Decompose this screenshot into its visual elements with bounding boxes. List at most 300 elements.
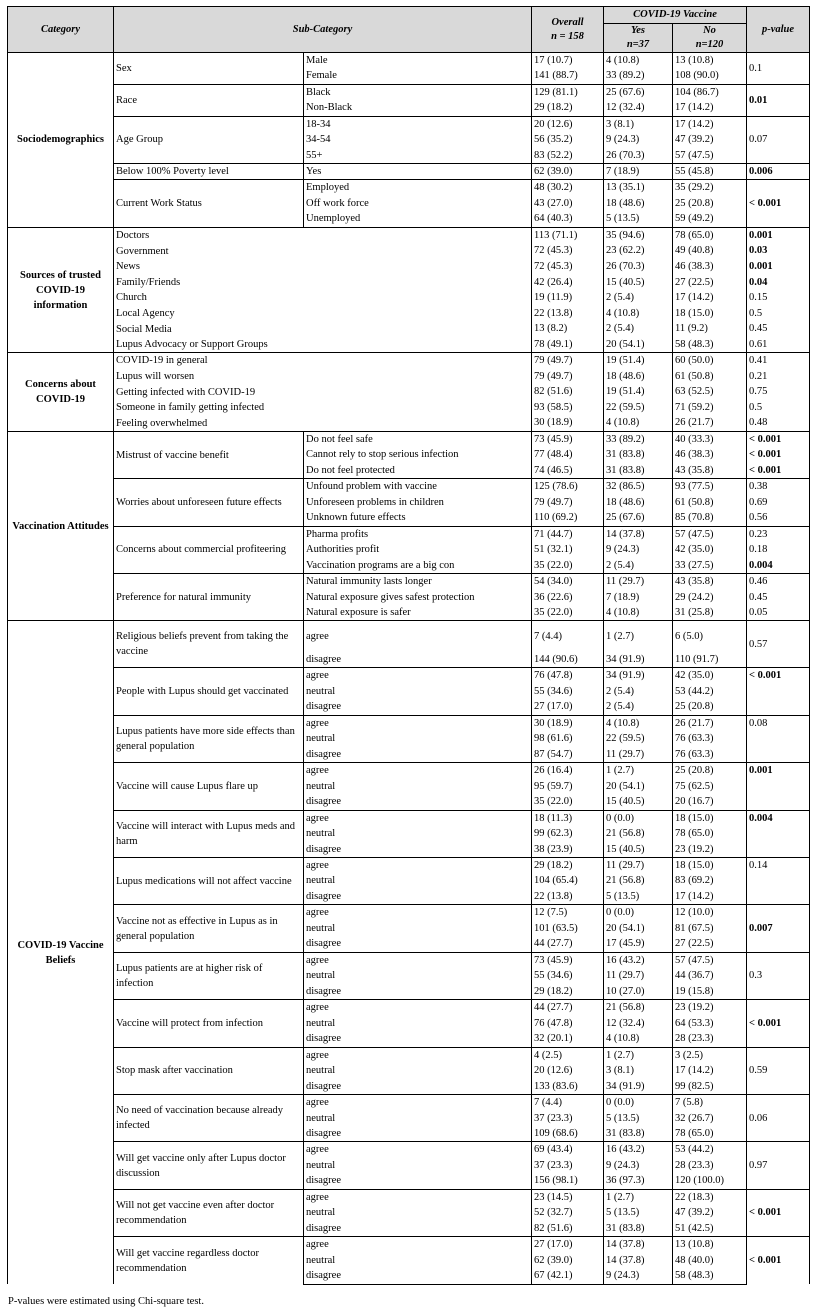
no-value: 27 (22.5) [673, 936, 747, 952]
level-label: agree [304, 810, 532, 826]
overall-value: 27 (17.0) [532, 1237, 604, 1253]
no-value: 43 (35.8) [673, 574, 747, 590]
header-overall-label: Overall [551, 16, 584, 28]
header-yes-label: Yes [631, 25, 646, 36]
no-value: 63 (52.5) [673, 384, 747, 400]
item-label: Government [114, 243, 532, 259]
table-row [8, 116, 810, 132]
yes-value: 11 (29.7) [604, 968, 673, 984]
yes-value: 2 (5.4) [604, 684, 673, 700]
level-label: agree [304, 715, 532, 731]
level-label: disagree [304, 747, 532, 763]
yes-value: 33 (89.2) [604, 431, 673, 447]
no-value: 53 (44.2) [673, 684, 747, 700]
yes-value: 12 (32.4) [604, 100, 673, 116]
level-label: disagree [304, 1126, 532, 1142]
overall-value: 62 (39.0) [532, 164, 604, 180]
yes-value: 1 (2.7) [604, 1189, 673, 1205]
table-body [8, 53, 810, 1285]
yes-value: 25 (67.6) [604, 84, 673, 100]
p-value: 0.07 [747, 116, 810, 163]
overall-value: 48 (30.2) [532, 180, 604, 196]
overall-value: 20 (12.6) [532, 116, 604, 132]
yes-value: 11 (29.7) [604, 574, 673, 590]
subcategory-label: Stop mask after vaccination [114, 1047, 304, 1094]
level-label: disagree [304, 1079, 532, 1095]
yes-value: 5 (13.5) [604, 889, 673, 905]
category-cell: Concerns about COVID-19 [8, 353, 114, 432]
p-value: < 0.001 [747, 180, 810, 227]
level-label: Authorities profit [304, 542, 532, 558]
p-value: 0.5 [747, 400, 810, 416]
table-row [8, 180, 810, 196]
yes-value: 4 (10.8) [604, 1031, 673, 1047]
yes-value: 18 (48.6) [604, 495, 673, 511]
p-value: 0.001 [747, 259, 810, 275]
p-value: 0.006 [747, 164, 810, 180]
no-value: 35 (29.2) [673, 180, 747, 196]
p-value: 0.45 [747, 321, 810, 337]
yes-value: 31 (83.8) [604, 1126, 673, 1142]
header-subcategory: Sub-Category [114, 7, 532, 53]
yes-value: 31 (83.8) [604, 447, 673, 463]
level-label: Off work force [304, 196, 532, 212]
yes-value: 10 (27.0) [604, 984, 673, 1000]
level-label: agree [304, 1095, 532, 1111]
yes-value: 15 (40.5) [604, 794, 673, 810]
table-row [8, 369, 810, 385]
yes-value: 20 (54.1) [604, 921, 673, 937]
subcategory-label: Below 100% Poverty level [114, 164, 304, 180]
level-label: disagree [304, 984, 532, 1000]
yes-value: 3 (8.1) [604, 1063, 673, 1079]
no-value: 26 (21.7) [673, 415, 747, 431]
footnote: P-values were estimated using Chi-square test. [8, 1296, 204, 1307]
yes-value: 35 (94.6) [604, 227, 673, 243]
overall-value: 156 (98.1) [532, 1173, 604, 1189]
level-label: neutral [304, 1158, 532, 1174]
no-value: 110 (91.7) [673, 652, 747, 668]
overall-value: 113 (71.1) [532, 227, 604, 243]
yes-value: 0 (0.0) [604, 905, 673, 921]
level-label: neutral [304, 1063, 532, 1079]
no-value: 104 (86.7) [673, 84, 747, 100]
overall-value: 55 (34.6) [532, 968, 604, 984]
yes-value: 2 (5.4) [604, 699, 673, 715]
overall-value: 35 (22.0) [532, 794, 604, 810]
no-value: 55 (45.8) [673, 164, 747, 180]
subcategory-label: Concerns about commercial profiteering [114, 526, 304, 573]
level-label: agree [304, 1047, 532, 1063]
no-value: 42 (35.0) [673, 668, 747, 684]
item-label: Family/Friends [114, 274, 532, 290]
level-label: Unforeseen problems in children [304, 495, 532, 511]
header-overall-n: n = 158 [551, 30, 584, 42]
p-value: 0.14 [747, 857, 810, 904]
table-row [8, 810, 810, 826]
overall-value: 27 (17.0) [532, 699, 604, 715]
yes-value: 3 (8.1) [604, 116, 673, 132]
yes-value: 18 (48.6) [604, 196, 673, 212]
level-label: Unemployed [304, 211, 532, 227]
no-value: 58 (48.3) [673, 337, 747, 353]
overall-value: 37 (23.3) [532, 1158, 604, 1174]
yes-value: 14 (37.8) [604, 526, 673, 542]
overall-value: 12 (7.5) [532, 905, 604, 921]
overall-value: 76 (47.8) [532, 1016, 604, 1032]
no-value: 32 (26.7) [673, 1110, 747, 1126]
overall-value: 125 (78.6) [532, 479, 604, 495]
level-label: neutral [304, 779, 532, 795]
yes-value: 4 (10.8) [604, 715, 673, 731]
header-overall [532, 7, 604, 53]
no-value: 33 (27.5) [673, 558, 747, 574]
table-row [8, 274, 810, 290]
p-value: 0.21 [747, 369, 810, 385]
subcategory-label: Preference for natural immunity [114, 574, 304, 621]
table-row [8, 857, 810, 873]
overall-value: 93 (58.5) [532, 400, 604, 416]
p-value: 0.23 [747, 526, 810, 542]
level-label: 18-34 [304, 116, 532, 132]
overall-value: 51 (32.1) [532, 542, 604, 558]
yes-value: 4 (10.8) [604, 53, 673, 69]
table-row [8, 415, 810, 431]
overall-value: 72 (45.3) [532, 259, 604, 275]
no-value: 57 (47.5) [673, 526, 747, 542]
no-value: 17 (14.2) [673, 889, 747, 905]
overall-value: 54 (34.0) [532, 574, 604, 590]
overall-value: 79 (49.7) [532, 369, 604, 385]
header-no [673, 24, 747, 53]
yes-value: 14 (37.8) [604, 1237, 673, 1253]
header-yes-n: n=37 [626, 39, 650, 50]
yes-value: 4 (10.8) [604, 605, 673, 621]
yes-value: 25 (67.6) [604, 510, 673, 526]
subcategory-label: Mistrust of vaccine benefit [114, 431, 304, 478]
p-value: 0.08 [747, 715, 810, 762]
yes-value: 5 (13.5) [604, 1205, 673, 1221]
overall-value: 7 (4.4) [532, 1095, 604, 1111]
yes-value: 21 (56.8) [604, 873, 673, 889]
table-row [8, 290, 810, 306]
overall-value: 109 (68.6) [532, 1126, 604, 1142]
overall-value: 64 (40.3) [532, 211, 604, 227]
p-value: < 0.001 [747, 431, 810, 447]
overall-value: 72 (45.3) [532, 243, 604, 259]
table-row [8, 353, 810, 369]
overall-value: 110 (69.2) [532, 510, 604, 526]
subcategory-label: Lupus patients have more side effects than general population [114, 715, 304, 762]
yes-value: 12 (32.4) [604, 1016, 673, 1032]
item-label: Feeling overwhelmed [114, 415, 532, 431]
yes-value: 4 (10.8) [604, 415, 673, 431]
subcategory-label: Vaccine will cause Lupus flare up [114, 763, 304, 810]
overall-value: 73 (45.9) [532, 431, 604, 447]
no-value: 71 (59.2) [673, 400, 747, 416]
level-label: disagree [304, 652, 532, 668]
p-value: 0.61 [747, 337, 810, 353]
level-label: Pharma profits [304, 526, 532, 542]
yes-value: 19 (51.4) [604, 384, 673, 400]
table-row [8, 1095, 810, 1111]
overall-value: 71 (44.7) [532, 526, 604, 542]
yes-value: 5 (13.5) [604, 1110, 673, 1126]
yes-value: 23 (62.2) [604, 243, 673, 259]
no-value: 76 (63.3) [673, 747, 747, 763]
level-label: disagree [304, 936, 532, 952]
no-value: 42 (35.0) [673, 542, 747, 558]
p-value: 0.06 [747, 1095, 810, 1142]
level-label: agree [304, 621, 532, 652]
no-value: 61 (50.8) [673, 495, 747, 511]
no-value: 76 (63.3) [673, 731, 747, 747]
table-row [8, 243, 810, 259]
table-row [8, 227, 810, 243]
overall-value: 77 (48.4) [532, 447, 604, 463]
no-value: 44 (36.7) [673, 968, 747, 984]
header-no-n: n=120 [695, 39, 724, 50]
yes-value: 14 (37.8) [604, 1253, 673, 1269]
overall-value: 44 (27.7) [532, 936, 604, 952]
yes-value: 15 (40.5) [604, 274, 673, 290]
no-value: 18 (15.0) [673, 857, 747, 873]
overall-value: 29 (18.2) [532, 857, 604, 873]
no-value: 7 (5.8) [673, 1095, 747, 1111]
overall-value: 32 (20.1) [532, 1031, 604, 1047]
level-label: Unknown future effects [304, 510, 532, 526]
level-label: disagree [304, 842, 532, 858]
no-value: 28 (23.3) [673, 1158, 747, 1174]
no-value: 78 (65.0) [673, 1126, 747, 1142]
level-label: disagree [304, 889, 532, 905]
no-value: 99 (82.5) [673, 1079, 747, 1095]
table-row [8, 1189, 810, 1205]
no-value: 59 (49.2) [673, 211, 747, 227]
p-value: 0.01 [747, 84, 810, 116]
yes-value: 9 (24.3) [604, 1158, 673, 1174]
no-value: 18 (15.0) [673, 810, 747, 826]
p-value: 0.04 [747, 274, 810, 290]
no-value: 108 (90.0) [673, 68, 747, 84]
level-label: neutral [304, 968, 532, 984]
p-value: 0.5 [747, 306, 810, 322]
item-label: Church [114, 290, 532, 306]
p-value: 0.38 [747, 479, 810, 495]
results-table-container [7, 6, 809, 1285]
table-row [8, 905, 810, 921]
overall-value: 69 (43.4) [532, 1142, 604, 1158]
p-value: 0.59 [747, 1047, 810, 1094]
yes-value: 20 (54.1) [604, 337, 673, 353]
yes-value: 0 (0.0) [604, 1095, 673, 1111]
no-value: 31 (25.8) [673, 605, 747, 621]
yes-value: 1 (2.7) [604, 621, 673, 652]
overall-value: 82 (51.6) [532, 1221, 604, 1237]
no-value: 26 (21.7) [673, 715, 747, 731]
overall-value: 67 (42.1) [532, 1268, 604, 1284]
subcategory-label: Lupus medications will not affect vaccine [114, 857, 304, 904]
no-value: 13 (10.8) [673, 53, 747, 69]
level-label: neutral [304, 1016, 532, 1032]
level-label: neutral [304, 921, 532, 937]
p-value: 0.57 [747, 621, 810, 668]
level-label: neutral [304, 731, 532, 747]
no-value: 49 (40.8) [673, 243, 747, 259]
table-row [8, 431, 810, 447]
p-value: 0.15 [747, 290, 810, 306]
table-row [8, 1047, 810, 1063]
subcategory-label: Lupus patients are at higher risk of infection [114, 952, 304, 999]
yes-value: 7 (18.9) [604, 164, 673, 180]
no-value: 46 (38.3) [673, 447, 747, 463]
overall-value: 104 (65.4) [532, 873, 604, 889]
overall-value: 35 (22.0) [532, 605, 604, 621]
level-label: agree [304, 1142, 532, 1158]
yes-value: 16 (43.2) [604, 1142, 673, 1158]
yes-value: 1 (2.7) [604, 1047, 673, 1063]
no-value: 17 (14.2) [673, 100, 747, 116]
p-value: 0.18 [747, 542, 810, 558]
header-vaccine-group: COVID-19 Vaccine [604, 7, 747, 24]
table-row [8, 164, 810, 180]
table-row [8, 337, 810, 353]
yes-value: 33 (89.2) [604, 68, 673, 84]
overall-value: 95 (59.7) [532, 779, 604, 795]
p-value: 0.03 [747, 243, 810, 259]
overall-value: 17 (10.7) [532, 53, 604, 69]
level-label: Unfound problem with vaccine [304, 479, 532, 495]
yes-value: 7 (18.9) [604, 589, 673, 605]
yes-value: 34 (91.9) [604, 652, 673, 668]
no-value: 25 (20.8) [673, 196, 747, 212]
overall-value: 44 (27.7) [532, 1000, 604, 1016]
yes-value: 22 (59.5) [604, 731, 673, 747]
overall-value: 18 (11.3) [532, 810, 604, 826]
no-value: 11 (9.2) [673, 321, 747, 337]
subcategory-label: Worries about unforeseen future effects [114, 479, 304, 526]
no-value: 53 (44.2) [673, 1142, 747, 1158]
yes-value: 11 (29.7) [604, 857, 673, 873]
overall-value: 62 (39.0) [532, 1253, 604, 1269]
table-row [8, 952, 810, 968]
overall-value: 19 (11.9) [532, 290, 604, 306]
no-value: 57 (47.5) [673, 952, 747, 968]
category-cell: COVID-19 Vaccine Beliefs [8, 621, 114, 1284]
level-label: agree [304, 1000, 532, 1016]
p-value: < 0.001 [747, 447, 810, 463]
level-label: disagree [304, 1268, 532, 1284]
no-value: 60 (50.0) [673, 353, 747, 369]
level-label: Employed [304, 180, 532, 196]
item-label: Lupus will worsen [114, 369, 532, 385]
level-label: neutral [304, 826, 532, 842]
subcategory-label: Will get vaccine regardless doctor recommendation [114, 1237, 304, 1284]
yes-value: 19 (51.4) [604, 353, 673, 369]
yes-value: 21 (56.8) [604, 1000, 673, 1016]
p-value: 0.97 [747, 1142, 810, 1189]
no-value: 3 (2.5) [673, 1047, 747, 1063]
no-value: 120 (100.0) [673, 1173, 747, 1189]
yes-value: 34 (91.9) [604, 1079, 673, 1095]
no-value: 64 (53.3) [673, 1016, 747, 1032]
p-value: < 0.001 [747, 463, 810, 479]
p-value: 0.3 [747, 952, 810, 999]
overall-value: 56 (35.2) [532, 132, 604, 148]
no-value: 46 (38.3) [673, 259, 747, 275]
subcategory-label: Will get vaccine only after Lupus doctor discussion [114, 1142, 304, 1189]
no-value: 83 (69.2) [673, 873, 747, 889]
overall-value: 36 (22.6) [532, 589, 604, 605]
overall-value: 7 (4.4) [532, 621, 604, 652]
overall-value: 52 (32.7) [532, 1205, 604, 1221]
yes-value: 2 (5.4) [604, 290, 673, 306]
no-value: 17 (14.2) [673, 290, 747, 306]
yes-value: 4 (10.8) [604, 306, 673, 322]
level-label: neutral [304, 1110, 532, 1126]
p-value: 0.56 [747, 510, 810, 526]
p-value: 0.75 [747, 384, 810, 400]
p-value: 0.001 [747, 227, 810, 243]
no-value: 51 (42.5) [673, 1221, 747, 1237]
overall-value: 78 (49.1) [532, 337, 604, 353]
no-value: 6 (5.0) [673, 621, 747, 652]
p-value: 0.05 [747, 605, 810, 621]
p-value: 0.46 [747, 574, 810, 590]
no-value: 75 (62.5) [673, 779, 747, 795]
level-label: agree [304, 905, 532, 921]
yes-value: 22 (59.5) [604, 400, 673, 416]
no-value: 25 (20.8) [673, 699, 747, 715]
level-label: Female [304, 68, 532, 84]
no-value: 27 (22.5) [673, 274, 747, 290]
item-label: COVID-19 in general [114, 353, 532, 369]
subcategory-label: No need of vaccination because already infected [114, 1095, 304, 1142]
level-label: neutral [304, 1253, 532, 1269]
yes-value: 36 (97.3) [604, 1173, 673, 1189]
no-value: 19 (15.8) [673, 984, 747, 1000]
subcategory-label: Vaccine not as effective in Lupus as in general population [114, 905, 304, 952]
yes-value: 9 (24.3) [604, 542, 673, 558]
yes-value: 2 (5.4) [604, 558, 673, 574]
overall-value: 29 (18.2) [532, 984, 604, 1000]
yes-value: 1 (2.7) [604, 763, 673, 779]
table-row [8, 1000, 810, 1016]
yes-value: 20 (54.1) [604, 779, 673, 795]
p-value: 0.69 [747, 495, 810, 511]
subcategory-label: Religious beliefs prevent from taking the vaccine [114, 621, 304, 668]
level-label: neutral [304, 1205, 532, 1221]
overall-value: 38 (23.9) [532, 842, 604, 858]
level-label: Non-Black [304, 100, 532, 116]
subcategory-label: People with Lupus should get vaccinated [114, 668, 304, 715]
no-value: 25 (20.8) [673, 763, 747, 779]
p-value: 0.41 [747, 353, 810, 369]
overall-value: 4 (2.5) [532, 1047, 604, 1063]
yes-value: 15 (40.5) [604, 842, 673, 858]
table-row [8, 84, 810, 100]
category-cell: Sources of trusted COVID-19 information [8, 227, 114, 352]
no-value: 78 (65.0) [673, 826, 747, 842]
no-value: 29 (24.2) [673, 589, 747, 605]
level-label: Natural exposure is safer [304, 605, 532, 621]
level-label: agree [304, 857, 532, 873]
subcategory-label: Sex [114, 53, 304, 85]
overall-value: 87 (54.7) [532, 747, 604, 763]
p-value: 0.001 [747, 763, 810, 810]
level-label: neutral [304, 873, 532, 889]
table-row [8, 763, 810, 779]
